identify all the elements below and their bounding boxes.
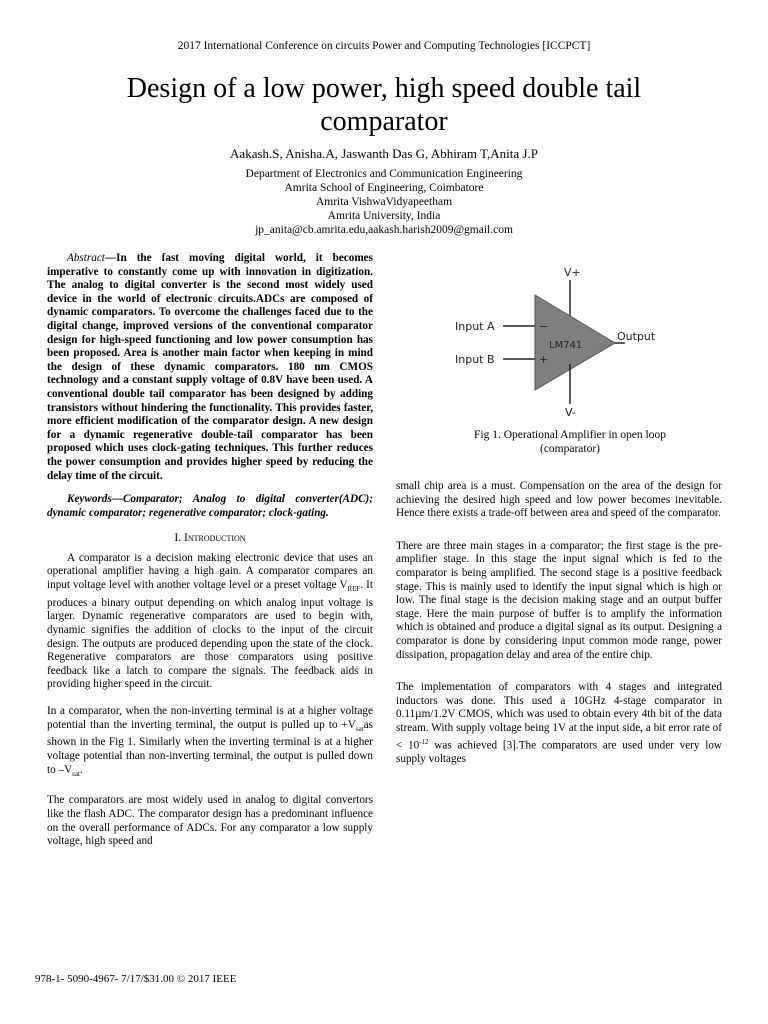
copyright-footer: 978-1- 5090-4967- 7/17/$31.00 © 2017 IEEE — [35, 973, 237, 985]
affiliation-line: Amrita School of Engineering, Coimbatore — [284, 182, 484, 194]
superscript: -12 — [419, 737, 429, 746]
text-run: . — [79, 763, 83, 776]
text-run: as shown in the Fig 1. Similarly when the inverting terminal is at a higher voltage potential than non-inverting terminal, the output is pulled down to –V — [47, 718, 373, 776]
right-paragraph-3 — [396, 681, 722, 766]
affiliation-block — [0, 167, 768, 237]
abstract-text: —In the fast moving digital world, it becomes imperative to constantly come up with innovation in digitization. The analog to digital converter is the second most widely used device in the world of electronic circuits.ADCs are composed of dynamic comparators. To overcome the challenges faced due to the digital change, improved versions of the conventional comparator design for high-speed functioning and low power consumption has been proposed. Area is another main factor when keeping in mind the design of these dynamic comparators. 180 nm CMOS technology and a constant supply voltage of 0.8V have been used. A conventional double tail comparator has been designed by adding transistors without hindering the functionality. This provides faster, more efficient modification of the comparator design. A new design for a dynamic regenerative double-tail comparator has been proposed which uses clock-gating techniques. This further reduces the power consumption and provides higher speed by reducing the delay time of the circuit. — [47, 252, 373, 482]
right-column — [396, 480, 722, 766]
output-label: Output — [617, 330, 656, 343]
right-paragraph-1: small chip area is a must. Compensation on the area of the design for achieving the desired high speed and low power becomes inevitable. Hence there exists a trade-off between area and speed of the comparator. — [396, 480, 722, 520]
caption-line: Fig 1. Operational Amplifier in open loop — [474, 429, 666, 441]
intro-paragraph-2 — [47, 705, 373, 781]
input-a-label: Input A — [455, 320, 495, 333]
conference-header: 2017 International Conference on circuits Power and Computing Technologies [ICCPCT] — [177, 40, 591, 52]
opamp-figure — [445, 260, 685, 425]
intro-paragraph-1 — [47, 552, 373, 692]
subscript: REF — [347, 585, 361, 594]
affiliation-line: Amrita VishwaVidyapeetham — [315, 196, 453, 208]
text-run: In a comparator, when the non-inverting terminal is at a higher voltage potential than the inverting terminal, the output is pulled up to +V — [47, 705, 373, 731]
affiliation-email: jp_anita@cb.amrita.edu,aakash.harish2009@gmail.com — [255, 224, 513, 236]
paper-title: Design of a low power, high speed double tail comparator — [126, 73, 642, 137]
text-run: was achieved [3].The comparators are used under very low supply voltages — [396, 739, 722, 765]
keywords-label: Keywords—Comparator; — [67, 493, 183, 506]
minus-sign: − — [539, 320, 549, 333]
intro-paragraph-3: The comparators are most widely used in analog to digital convertors like the flash ADC. The comparator design has a predominant influence on the overall performance of ADCs. For any comparator a low supply voltage, high speed and — [47, 794, 373, 848]
subscript: sat — [72, 769, 80, 778]
input-b-label: Input B — [455, 353, 495, 366]
text-run: The implementation of comparators with 4 stages and integrated inductors was done. This used a 10GHz 4-stage comparator in 0.11µm/1.2V CMOS, which was used to obtain every 4th bit of the data stream. With supply voltage being 1V at the input side, a bit error rate of < 10 — [396, 681, 722, 752]
right-paragraph-2: There are three main stages in a comparator; the first stage is the pre-amplifier stage. In this stage the input signal which is fed to the comparator is being amplified. The second stage is a positive feedback stage. This is mainly used to identify the input signal which is high or low. The final stage is the decision making stage and an output buffer stage. Here the main purpose of buffer is to amplify the information which is obtained and produce a digital signal as its output. Designing a comparator is done by considering input common mode range, power dissipation, propagation delay and area of the entire chip. — [396, 539, 722, 661]
abstract-label: Abstract — [67, 252, 105, 264]
section-title: Introduction — [183, 532, 246, 545]
section-number: I. — [174, 532, 184, 545]
text-run: . It produces a binary output depending on which analog input voltage is larger. Dynamic regenerative comparators are used to begin with, dynamic signifies the addition of clocks to the input of the circuit design. The outputs are produced depending upon the state of the clock. Regenerative comparators are those comparators using positive feedback like a latch to compare the signals. The feedback aids in providing higher speed in the circuit. — [47, 579, 374, 691]
vplus-label: V+ — [564, 266, 581, 279]
figure-caption — [430, 428, 710, 456]
abstract — [47, 252, 373, 483]
plus-sign: + — [539, 353, 549, 366]
affiliation-line: Department of Electronics and Communication Engineering — [245, 168, 523, 180]
text-run: A comparator is a decision making electronic device that uses an operational amplifier having a high gain. A comparator compares an input voltage level with another voltage level or a preset voltage V — [47, 551, 373, 592]
subscript: sat — [355, 724, 364, 733]
author-list: Aakash.S, Anisha.A, Jaswanth Das G, Abhiram T,Anita J.P — [230, 146, 538, 161]
left-column — [47, 252, 373, 849]
vminus-label: V- — [565, 406, 576, 419]
caption-line: (comparator) — [539, 443, 601, 455]
chip-label: LM741 — [549, 340, 583, 351]
section-heading — [47, 532, 373, 546]
affiliation-line: Amrita University, India — [327, 210, 441, 222]
keywords-text: Analog to digital converter(ADC); dynamic comparator; regenerative comparator; clock-gating. — [47, 493, 373, 519]
keywords — [47, 493, 373, 520]
